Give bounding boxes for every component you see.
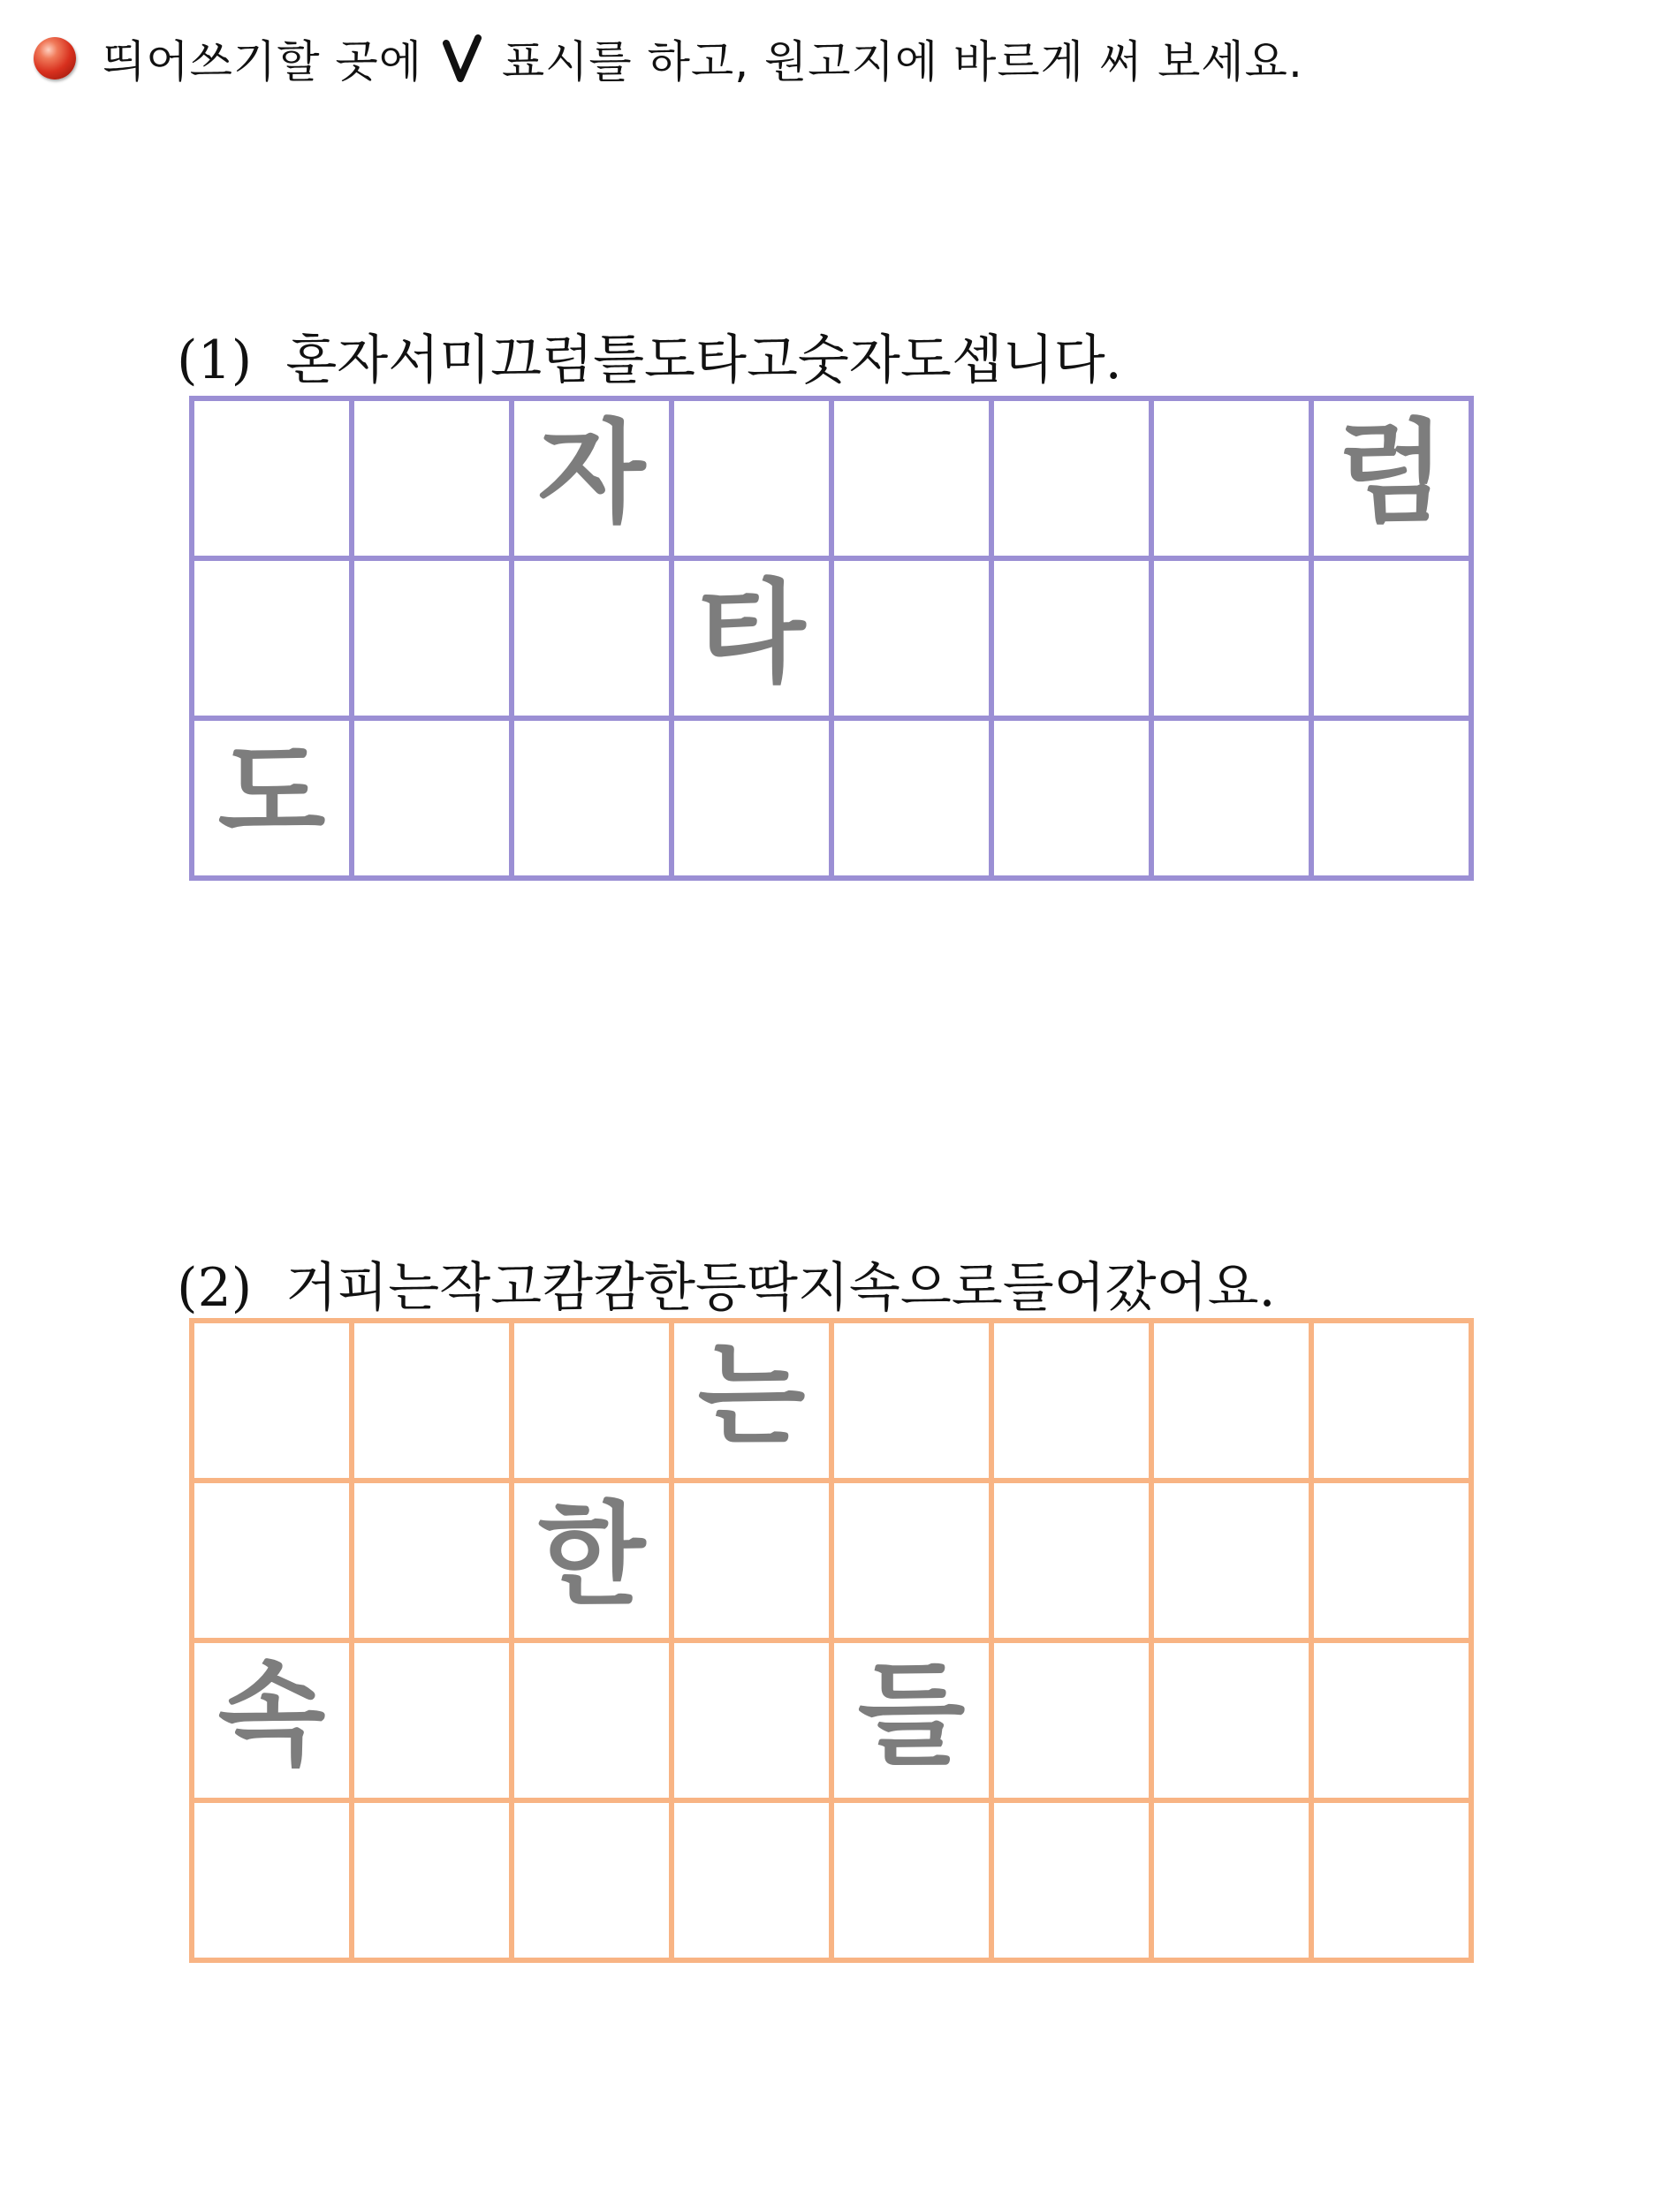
grid-cell[interactable] (994, 561, 1149, 716)
grid-cell[interactable] (354, 1803, 509, 1958)
grid-cell[interactable] (1314, 1483, 1469, 1638)
grid-cell[interactable] (354, 401, 509, 556)
grid-cell[interactable] (674, 401, 829, 556)
prefilled-character: 럼 (1337, 408, 1446, 538)
grid-cell[interactable] (354, 561, 509, 716)
grid-cell[interactable] (674, 1483, 829, 1638)
grid-cell[interactable] (674, 1803, 829, 1958)
instruction-text-before: 띄어쓰기할 곳에 (102, 36, 422, 87)
grid-cell[interactable] (994, 1323, 1149, 1478)
instruction (34, 30, 1303, 87)
grid-cell[interactable] (834, 1483, 989, 1638)
grid-cell[interactable] (194, 1323, 349, 1478)
problem-1-label: (1) (177, 330, 253, 391)
prefilled-character: 속 (217, 1650, 326, 1780)
grid-cell[interactable] (1314, 561, 1469, 716)
grid-cell[interactable] (994, 401, 1149, 556)
grid-cell[interactable] (194, 1803, 349, 1958)
prefilled-character: 자 (537, 408, 646, 538)
grid-cell[interactable] (834, 561, 989, 716)
grid-cell[interactable] (1314, 1803, 1469, 1958)
grid-cell[interactable] (834, 1323, 989, 1478)
grid-cell[interactable] (194, 401, 349, 556)
grid-cell[interactable] (194, 561, 349, 716)
check-icon (443, 34, 482, 82)
problem-1-sentence: 혼자서미끄럼틀도타고숫자도셉니다. (285, 330, 1122, 391)
grid-cell[interactable] (1314, 1643, 1469, 1798)
grid-cell[interactable] (994, 1483, 1149, 1638)
grid-cell[interactable] (354, 1323, 509, 1478)
problem-2-prompt (143, 1184, 1276, 1322)
grid-cell[interactable] (1154, 561, 1309, 716)
grid-cell[interactable] (834, 401, 989, 556)
grid-cell[interactable] (514, 721, 669, 875)
prefilled-character: 도 (217, 728, 326, 858)
grid-cell[interactable] (1154, 401, 1309, 556)
grid-cell[interactable] (1154, 1483, 1309, 1638)
prefilled-character: 들 (857, 1650, 966, 1780)
grid-cell[interactable] (514, 1643, 669, 1798)
problem-1-prompt (143, 256, 1122, 394)
grid-cell[interactable] (1154, 1643, 1309, 1798)
prefilled-character: 한 (537, 1490, 646, 1620)
grid-cell[interactable] (514, 561, 669, 716)
instruction-text (102, 27, 1303, 90)
instruction-text-after: 표시를 하고, 원고지에 바르게 써 보세요. (501, 36, 1303, 87)
grid-cell[interactable] (834, 1803, 989, 1958)
grid-cell[interactable] (514, 1323, 669, 1478)
grid-cell[interactable] (1154, 1323, 1309, 1478)
manuscript-grid-2 (189, 1318, 1476, 1966)
problem-2-sentence: 거피는작고캄캄한등딱지속으로들어갔어요. (285, 1257, 1276, 1319)
bullet-icon (34, 37, 76, 80)
grid-cell[interactable] (674, 1643, 829, 1798)
grid-cell[interactable] (514, 1803, 669, 1958)
grid-cell[interactable] (1314, 721, 1469, 875)
grid-cell[interactable] (354, 721, 509, 875)
grid-cell[interactable] (1154, 721, 1309, 875)
grid-cell[interactable] (994, 721, 1149, 875)
grid-cell[interactable] (1314, 1323, 1469, 1478)
grid-cell[interactable] (1154, 1803, 1309, 1958)
prefilled-character: 타 (697, 568, 806, 698)
problem-2-label: (2) (177, 1257, 253, 1319)
grid-cell[interactable] (994, 1803, 1149, 1958)
grid-cell[interactable] (834, 721, 989, 875)
grid-cell[interactable] (354, 1643, 509, 1798)
prefilled-character: 는 (697, 1330, 806, 1460)
grid-cell[interactable] (994, 1643, 1149, 1798)
grid-cell[interactable] (194, 1483, 349, 1638)
grid-cell[interactable] (354, 1483, 509, 1638)
grid-cell[interactable] (674, 721, 829, 875)
manuscript-grid-1 (189, 396, 1476, 883)
